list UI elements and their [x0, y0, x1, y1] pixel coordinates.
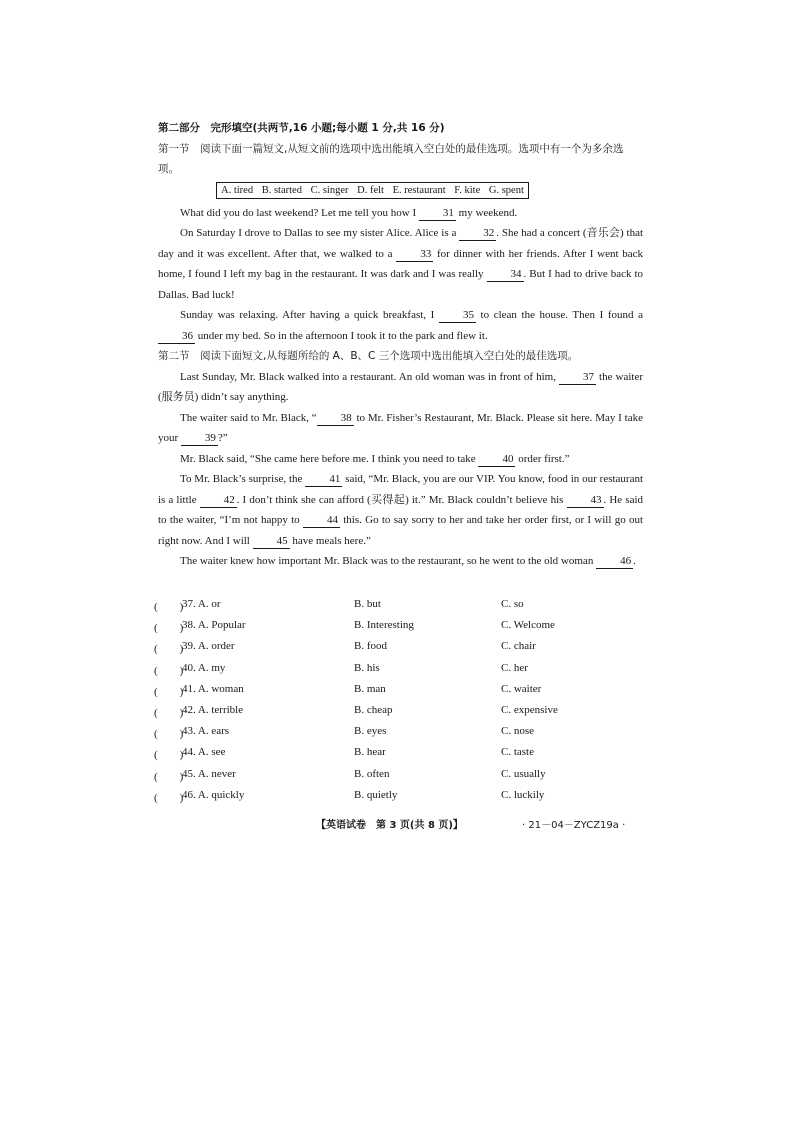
part-heading: 第二部分 完形填空(共两节,16 小题;每小题 1 分,共 16 分)	[158, 122, 445, 134]
text: Last Sunday, Mr. Black walked into a restaurant. An old woman was in front of him,	[180, 370, 556, 383]
answer-paren[interactable]: ( )	[154, 770, 184, 783]
option-b: B. often	[354, 767, 390, 780]
text: ?”	[217, 432, 228, 444]
option-a: 37. A. or	[182, 598, 221, 610]
text: . But I had to drive back to Dallas. Bad luck!	[158, 268, 644, 301]
text: . I don’t think she can afford (买得起) it.” Mr. Black couldn’t believe his	[236, 493, 564, 506]
blank-39: 39	[181, 432, 218, 446]
option-c: C. expensive	[501, 703, 558, 716]
option-c: C. her	[501, 661, 528, 674]
text: my weekend.	[458, 206, 518, 219]
option-a: 39. A. order	[182, 640, 235, 653]
text: under my bed. So in the afternoon I took it to the park and flew it.	[197, 329, 488, 342]
option-b: B. food	[354, 640, 387, 653]
option-c: C. luckily	[501, 788, 545, 801]
paragraph	[158, 449, 643, 470]
option-c: C. usually	[501, 767, 546, 780]
blank-46: 46	[596, 555, 633, 569]
text: have meals here.”	[292, 534, 371, 547]
option-c: C. waiter	[501, 682, 542, 695]
option-a: 40. A. my	[182, 661, 226, 674]
question-row	[154, 683, 574, 704]
paragraph	[158, 305, 643, 346]
question-row	[154, 746, 574, 767]
blank-44: 44	[303, 514, 340, 528]
word-option: B. started	[261, 184, 302, 196]
answer-paren[interactable]: ( )	[154, 791, 184, 804]
option-c: C. nose	[501, 725, 534, 738]
answer-paren[interactable]: ( )	[154, 601, 184, 613]
answer-paren[interactable]: ( )	[154, 706, 184, 719]
text: To Mr. Black’s surprise, the	[180, 473, 303, 485]
paragraph	[158, 408, 643, 449]
word-option: D. felt	[357, 184, 384, 196]
word-option: G. spent	[488, 184, 524, 196]
option-b: B. quietly	[354, 788, 398, 801]
option-c: C. taste	[501, 746, 534, 759]
answer-paren[interactable]: ( )	[154, 643, 184, 656]
option-b: B. cheap	[354, 703, 393, 716]
answer-paren[interactable]: ( )	[154, 728, 184, 741]
question-row	[154, 619, 574, 640]
page-label: 【英语试卷 第 3 页(共 8 页)】	[316, 820, 463, 831]
text: Mr. Black said, “She came here before me. I think you need to take	[180, 452, 476, 465]
text: order first.”	[518, 452, 570, 465]
option-b: B. Interesting	[354, 619, 414, 632]
answer-paren[interactable]: ( )	[154, 664, 184, 677]
blank-32: 32	[459, 227, 496, 241]
option-a: 42. A. terrible	[182, 703, 244, 716]
text: to clean the house. Then I found a	[480, 309, 644, 321]
option-a: 45. A. never	[182, 767, 236, 780]
section1-title: 第一节 阅读下面一篇短文,从短文前的选项中选出能填入空白处的最佳选项。选项中有一个为多余选项。	[158, 142, 624, 175]
option-b: B. hear	[354, 746, 386, 759]
blank-35: 35	[439, 309, 476, 323]
blank-34: 34	[487, 268, 524, 282]
option-a: 43. A. ears	[182, 725, 230, 738]
option-b: B. but	[354, 598, 381, 610]
exam-code: · 21－04－ZYCZ19a ·	[522, 820, 626, 831]
section2-title: 第二节 阅读下面短文,从每题所给的 A、B、C 三个选项中选出能填入空白处的最佳选项。	[158, 350, 579, 362]
text: this. Go to say sorry to her and take her order first, or I will go out right now. And I will	[158, 514, 644, 547]
blank-43: 43	[567, 494, 604, 508]
option-c: C. chair	[501, 640, 536, 653]
blank-42: 42	[200, 494, 237, 508]
paragraph	[158, 367, 643, 408]
question-row	[154, 640, 574, 661]
answer-paren[interactable]: ( )	[154, 749, 184, 762]
text: said, “Mr. Black, you are our VIP. You know, food in our restaurant is a little	[158, 473, 644, 506]
option-c: C. Welcome	[501, 619, 555, 632]
option-b: B. his	[354, 661, 380, 674]
text: for dinner with her friends. After I went back home, I found I left my bag in the restaurant. It was dark and I was really	[158, 247, 644, 280]
paragraph	[158, 203, 643, 224]
text: The waiter knew how important Mr. Black was to the restaurant, so he went to the old woman	[180, 555, 594, 567]
paragraph	[158, 551, 643, 572]
option-a: 44. A. see	[182, 746, 226, 759]
blank-36: 36	[158, 330, 195, 344]
question-row	[154, 768, 574, 789]
question-row	[154, 725, 574, 746]
word-option: A. tired	[221, 184, 254, 196]
question-row	[154, 789, 574, 810]
question-options	[154, 598, 574, 810]
option-a: 46. A. quickly	[182, 788, 245, 801]
blank-38: 38	[317, 412, 354, 426]
paragraph	[158, 469, 643, 551]
text: . He said to the waiter, “I’m not happy to	[158, 493, 644, 526]
answer-paren[interactable]: ( )	[154, 685, 184, 698]
blank-31: 31	[419, 207, 456, 221]
text: What did you do last weekend? Let me tell you how I	[180, 206, 417, 219]
text: the waiter (服务员) didn’t say anything.	[158, 370, 644, 403]
word-option: C. singer	[310, 184, 349, 196]
word-bank	[216, 182, 529, 199]
blank-37: 37	[559, 371, 596, 385]
option-c: C. so	[501, 598, 524, 610]
text: to Mr. Fisher’s Restaurant, Mr. Black. Please sit here. May I take your	[158, 411, 643, 444]
word-option: E. restaurant	[392, 184, 446, 196]
option-b: B. eyes	[354, 725, 387, 738]
text: . She had a concert (音乐会) that day and it was excellent. After that, we walked to a	[158, 227, 644, 260]
text: On Saturday I drove to Dallas to see my sister Alice. Alice is a	[180, 227, 457, 239]
exam-page	[158, 118, 643, 572]
blank-41: 41	[305, 473, 342, 487]
blank-33: 33	[396, 248, 433, 262]
word-option: F. kite	[454, 184, 481, 196]
text: Sunday was relaxing. After having a quick breakfast, I	[180, 309, 435, 321]
text: The waiter said to Mr. Black, “	[180, 411, 317, 424]
blank-40: 40	[478, 453, 515, 467]
paragraph	[158, 223, 643, 305]
answer-paren[interactable]: ( )	[154, 622, 184, 635]
option-a: 41. A. woman	[182, 682, 244, 695]
option-a: 38. A. Popular	[182, 619, 246, 632]
option-b: B. man	[354, 682, 386, 695]
text: .	[633, 555, 636, 567]
question-row	[154, 662, 574, 683]
question-row	[154, 704, 574, 725]
question-row	[154, 598, 574, 619]
blank-45: 45	[253, 535, 290, 549]
